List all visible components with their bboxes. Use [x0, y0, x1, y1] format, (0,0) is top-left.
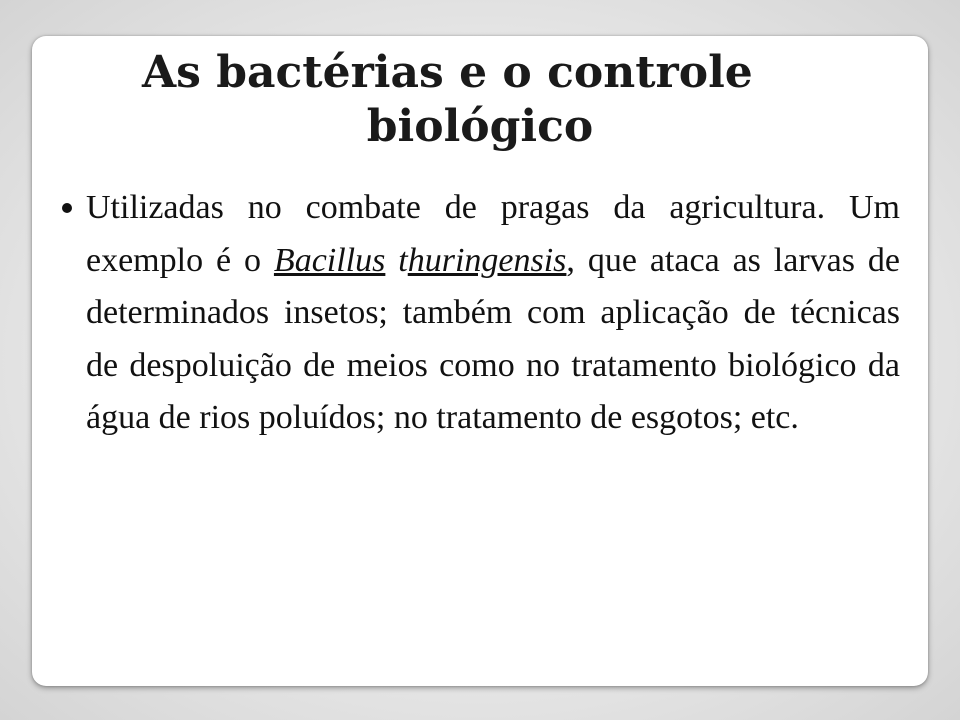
- bullet-list: [62, 182, 900, 445]
- slide-card: [32, 36, 928, 686]
- species-name-genus: Bacillus: [273, 241, 386, 279]
- species-name-epithet: huringensis: [407, 241, 567, 279]
- title-line-1: As bactérias e o controle: [142, 47, 753, 98]
- bullet-text-after: , que ataca as larvas de determinados insetos; também com aplicação de técnicas de despoluição de meios como no tratamento biológico da água de rios poluídos; no tratamento de esgotos; etc.: [86, 241, 901, 436]
- title-line-2: biológico: [366, 101, 594, 152]
- bullet-dot-icon: [62, 203, 72, 213]
- species-name-space: t: [385, 241, 408, 279]
- bullet-item: [62, 182, 900, 445]
- slide-title: [32, 46, 928, 154]
- bullet-text-before: Utilizadas no combate de pragas da agricultura. Um exemplo é o: [86, 189, 900, 279]
